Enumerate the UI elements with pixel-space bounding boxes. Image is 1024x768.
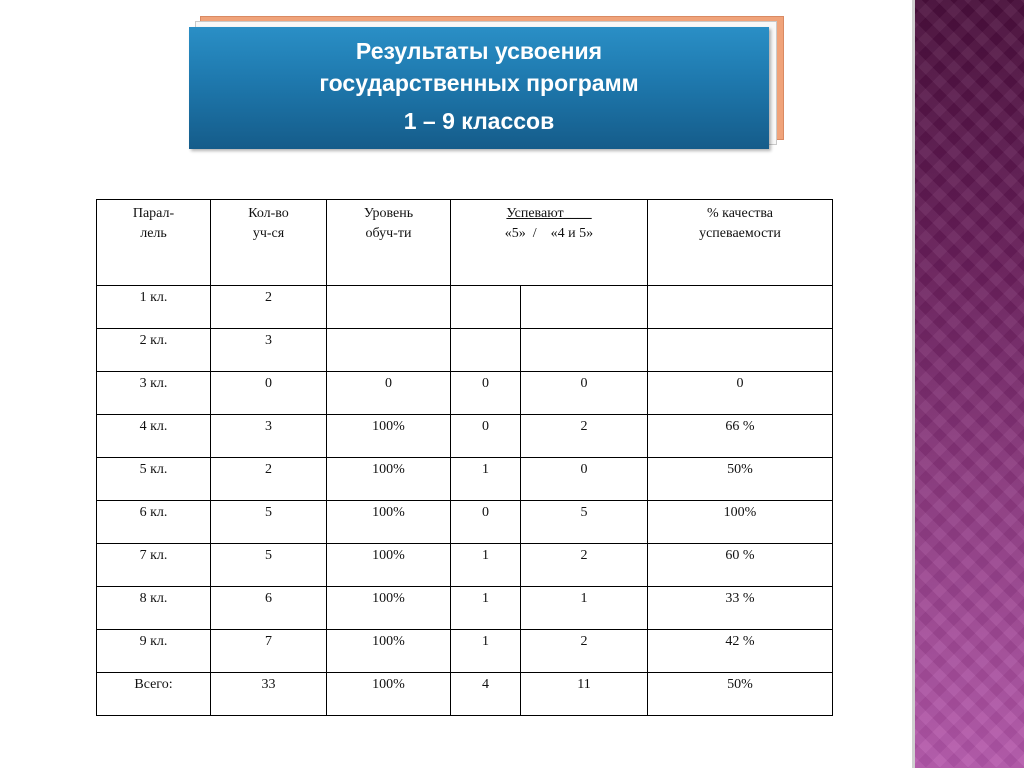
header-quality-line1: % качества (707, 206, 773, 221)
header-level-line2: обуч-ти (365, 226, 412, 241)
cell-five: 4 (451, 673, 521, 716)
cell-count: 6 (211, 587, 327, 630)
slide-title (189, 27, 769, 149)
decorative-side-band (912, 0, 1024, 768)
table-row (97, 329, 833, 372)
cell-four-five: 0 (521, 372, 648, 415)
header-success-line1: Успевают____ (506, 206, 592, 221)
header-quality (648, 200, 833, 286)
cell-five: 1 (451, 458, 521, 501)
title-line-1: Результаты усвоения (355, 38, 603, 64)
cell-count: 2 (211, 458, 327, 501)
cell-five: 0 (451, 501, 521, 544)
table-header-row (97, 200, 833, 286)
cell-level (327, 329, 451, 372)
cell-grade: 9 кл. (97, 630, 211, 673)
cell-five: 1 (451, 587, 521, 630)
cell-quality: 0 (648, 372, 833, 415)
cell-four-five: 0 (521, 458, 648, 501)
table-row (97, 587, 833, 630)
cell-four-five: 5 (521, 501, 648, 544)
header-success-line2: «5» / «4 и 5» (504, 226, 594, 241)
cell-grade: 6 кл. (97, 501, 211, 544)
results-table (96, 199, 833, 716)
cell-count: 33 (211, 673, 327, 716)
table-row (97, 630, 833, 673)
header-parallel-line2: лель (140, 226, 167, 241)
cell-quality: 50% (648, 458, 833, 501)
cell-four-five (521, 329, 648, 372)
cell-level: 100% (327, 544, 451, 587)
cell-four-five (521, 286, 648, 329)
cell-five: 0 (451, 372, 521, 415)
cell-count: 0 (211, 372, 327, 415)
cell-four-five: 2 (521, 415, 648, 458)
table-row (97, 415, 833, 458)
side-band-pattern (912, 0, 1024, 768)
table-row (97, 286, 833, 329)
cell-quality: 66 % (648, 415, 833, 458)
cell-grade: 4 кл. (97, 415, 211, 458)
cell-four-five: 1 (521, 587, 648, 630)
title-line-2: государственных программ (319, 70, 639, 96)
cell-quality: 42 % (648, 630, 833, 673)
cell-quality: 100% (648, 501, 833, 544)
cell-five (451, 286, 521, 329)
cell-grade: 7 кл. (97, 544, 211, 587)
title-line-3: 1 – 9 классов (403, 108, 555, 134)
cell-count: 5 (211, 544, 327, 587)
cell-level: 0 (327, 372, 451, 415)
cell-grade: 5 кл. (97, 458, 211, 501)
cell-quality (648, 286, 833, 329)
cell-count: 5 (211, 501, 327, 544)
cell-five: 1 (451, 630, 521, 673)
header-level (327, 200, 451, 286)
cell-grade: 2 кл. (97, 329, 211, 372)
cell-count: 7 (211, 630, 327, 673)
side-band-divider (912, 0, 915, 768)
cell-level: 100% (327, 415, 451, 458)
cell-grade: 1 кл. (97, 286, 211, 329)
header-level-line1: Уровень (363, 206, 414, 221)
cell-grade: 8 кл. (97, 587, 211, 630)
cell-four-five: 2 (521, 630, 648, 673)
cell-five: 1 (451, 544, 521, 587)
header-quality-line2: успеваемости (699, 226, 781, 241)
cell-level: 100% (327, 673, 451, 716)
cell-level: 100% (327, 630, 451, 673)
cell-quality: 33 % (648, 587, 833, 630)
table-row (97, 673, 833, 716)
cell-count: 2 (211, 286, 327, 329)
cell-level: 100% (327, 501, 451, 544)
cell-level: 100% (327, 587, 451, 630)
table-row (97, 501, 833, 544)
header-success (451, 200, 648, 286)
cell-five: 0 (451, 415, 521, 458)
cell-grade: 3 кл. (97, 372, 211, 415)
cell-five (451, 329, 521, 372)
table-row (97, 372, 833, 415)
header-count-line1: Кол-во (248, 206, 289, 221)
cell-quality (648, 329, 833, 372)
table-row (97, 458, 833, 501)
table-row (97, 544, 833, 587)
cell-four-five: 11 (521, 673, 648, 716)
cell-quality: 50% (648, 673, 833, 716)
cell-four-five: 2 (521, 544, 648, 587)
cell-count: 3 (211, 415, 327, 458)
cell-level: 100% (327, 458, 451, 501)
header-count-line2: уч-ся (252, 226, 285, 241)
cell-quality: 60 % (648, 544, 833, 587)
header-parallel-line1: Парал- (132, 206, 175, 221)
cell-grade: Всего: (97, 673, 211, 716)
header-parallel (97, 200, 211, 286)
cell-count: 3 (211, 329, 327, 372)
cell-level (327, 286, 451, 329)
header-count (211, 200, 327, 286)
